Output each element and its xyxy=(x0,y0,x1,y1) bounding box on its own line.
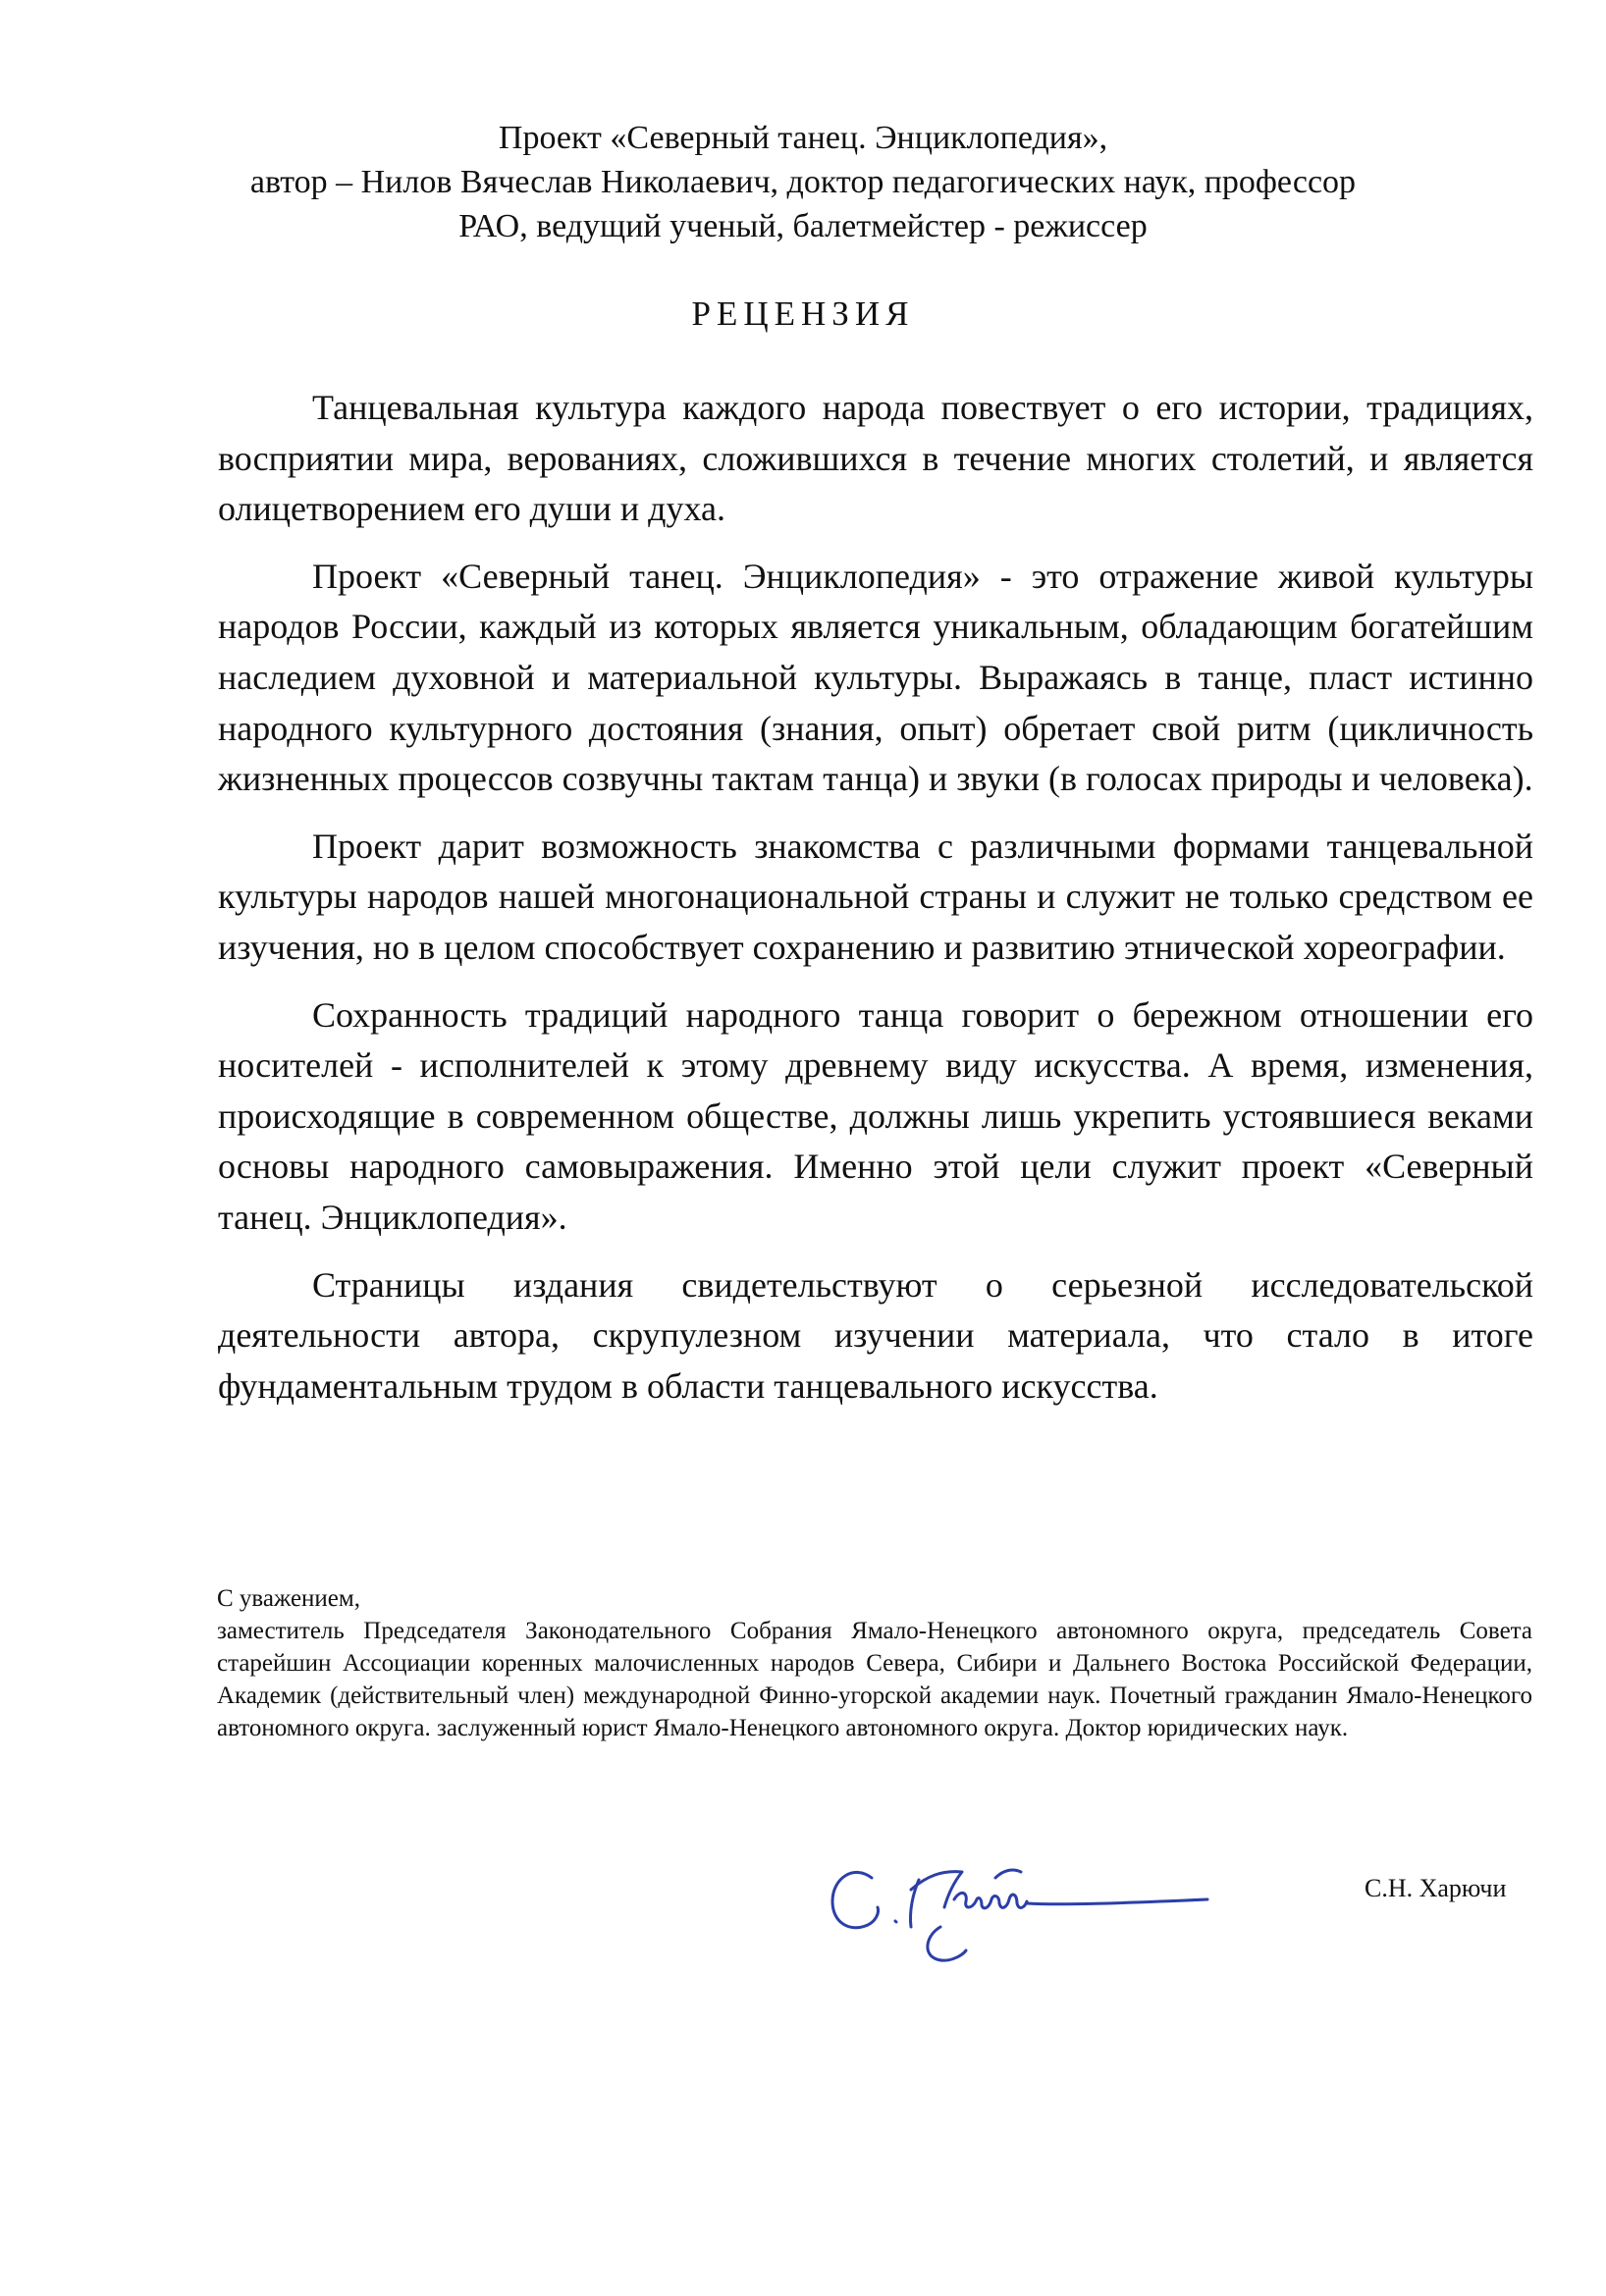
body-paragraph: Страницы издания свидетельствуют о серьезной исследовательской деятельности автора, скрупулезном изучении материала, что стало в итоге фундаментальным трудом в области танцевального искусства. xyxy=(218,1264,1533,1406)
header-line-2: автор – Нилов Вячеслав Николаевич, доктор педагогических наук, профессор xyxy=(249,164,1357,200)
closing-block xyxy=(217,1582,1532,1744)
document-body xyxy=(218,383,1533,1428)
closing-greeting: С уважением, xyxy=(217,1585,360,1612)
header-line-3: РАО, ведущий ученый, балетмейстер - режиссер xyxy=(458,208,1148,244)
body-paragraph: Проект «Северный танец. Энциклопедия» - это отражение живой культуры народов России, каждый из которых является уникальным, обладающим богатейшим наследием духовной и материальной культуры. Выражаясь в танце, пласт истинно народного культурного достояния (знания, опыт) обретает свой ритм (цикличность жизненных процессов созвучны тактам танца) и звуки (в голосах природы и человека). xyxy=(218,556,1533,799)
document-title: РЕЦЕНЗИЯ xyxy=(691,294,915,333)
body-paragraph: Проект дарит возможность знакомства с различными формами танцевальной культуры народов нашей многонациональной страны и служит не только средством ее изучения, но в целом способствует сохранению и развитию этнической хореографии. xyxy=(218,826,1533,967)
document-header xyxy=(196,116,1410,248)
handwritten-signature xyxy=(825,1821,1217,1988)
body-paragraph: Сохранность традиций народного танца говорит о бережном отношении его носителей - исполнителей к этому древнему виду искусства. А время, изменения, происходящие в современном обществе, должны лишь укрепить устоявшиеся веками основы народного самовыражения. Именно этой цели служит проект «Северный танец. Энциклопедия». xyxy=(218,994,1533,1237)
signer-name: С.Н. Харючи xyxy=(1365,1874,1507,1902)
header-line-1: Проект «Северный танец. Энциклопедия», xyxy=(498,120,1108,156)
body-paragraph: Танцевальная культура каждого народа повествует о его истории, традициях, восприятии мира, верованиях, сложившихся в течение многих столетий, и является олицетворением его души и духа. xyxy=(218,388,1533,529)
signer-position: заместитель Председателя Законодательного Собрания Ямало-Ненецкого автономного округа, председатель Совета старейшин Ассоциации коренных малочисленных народов Севера, Сибири и Дальнего Востока Российской Федерации, Академик (действительный член) международной Финно-угорской академии наук. Почетный гражданин Ямало-Ненецкого автономного округа. заслуженный юрист Ямало-Ненецкого автономного округа. Доктор юридических наук. xyxy=(217,1618,1532,1741)
